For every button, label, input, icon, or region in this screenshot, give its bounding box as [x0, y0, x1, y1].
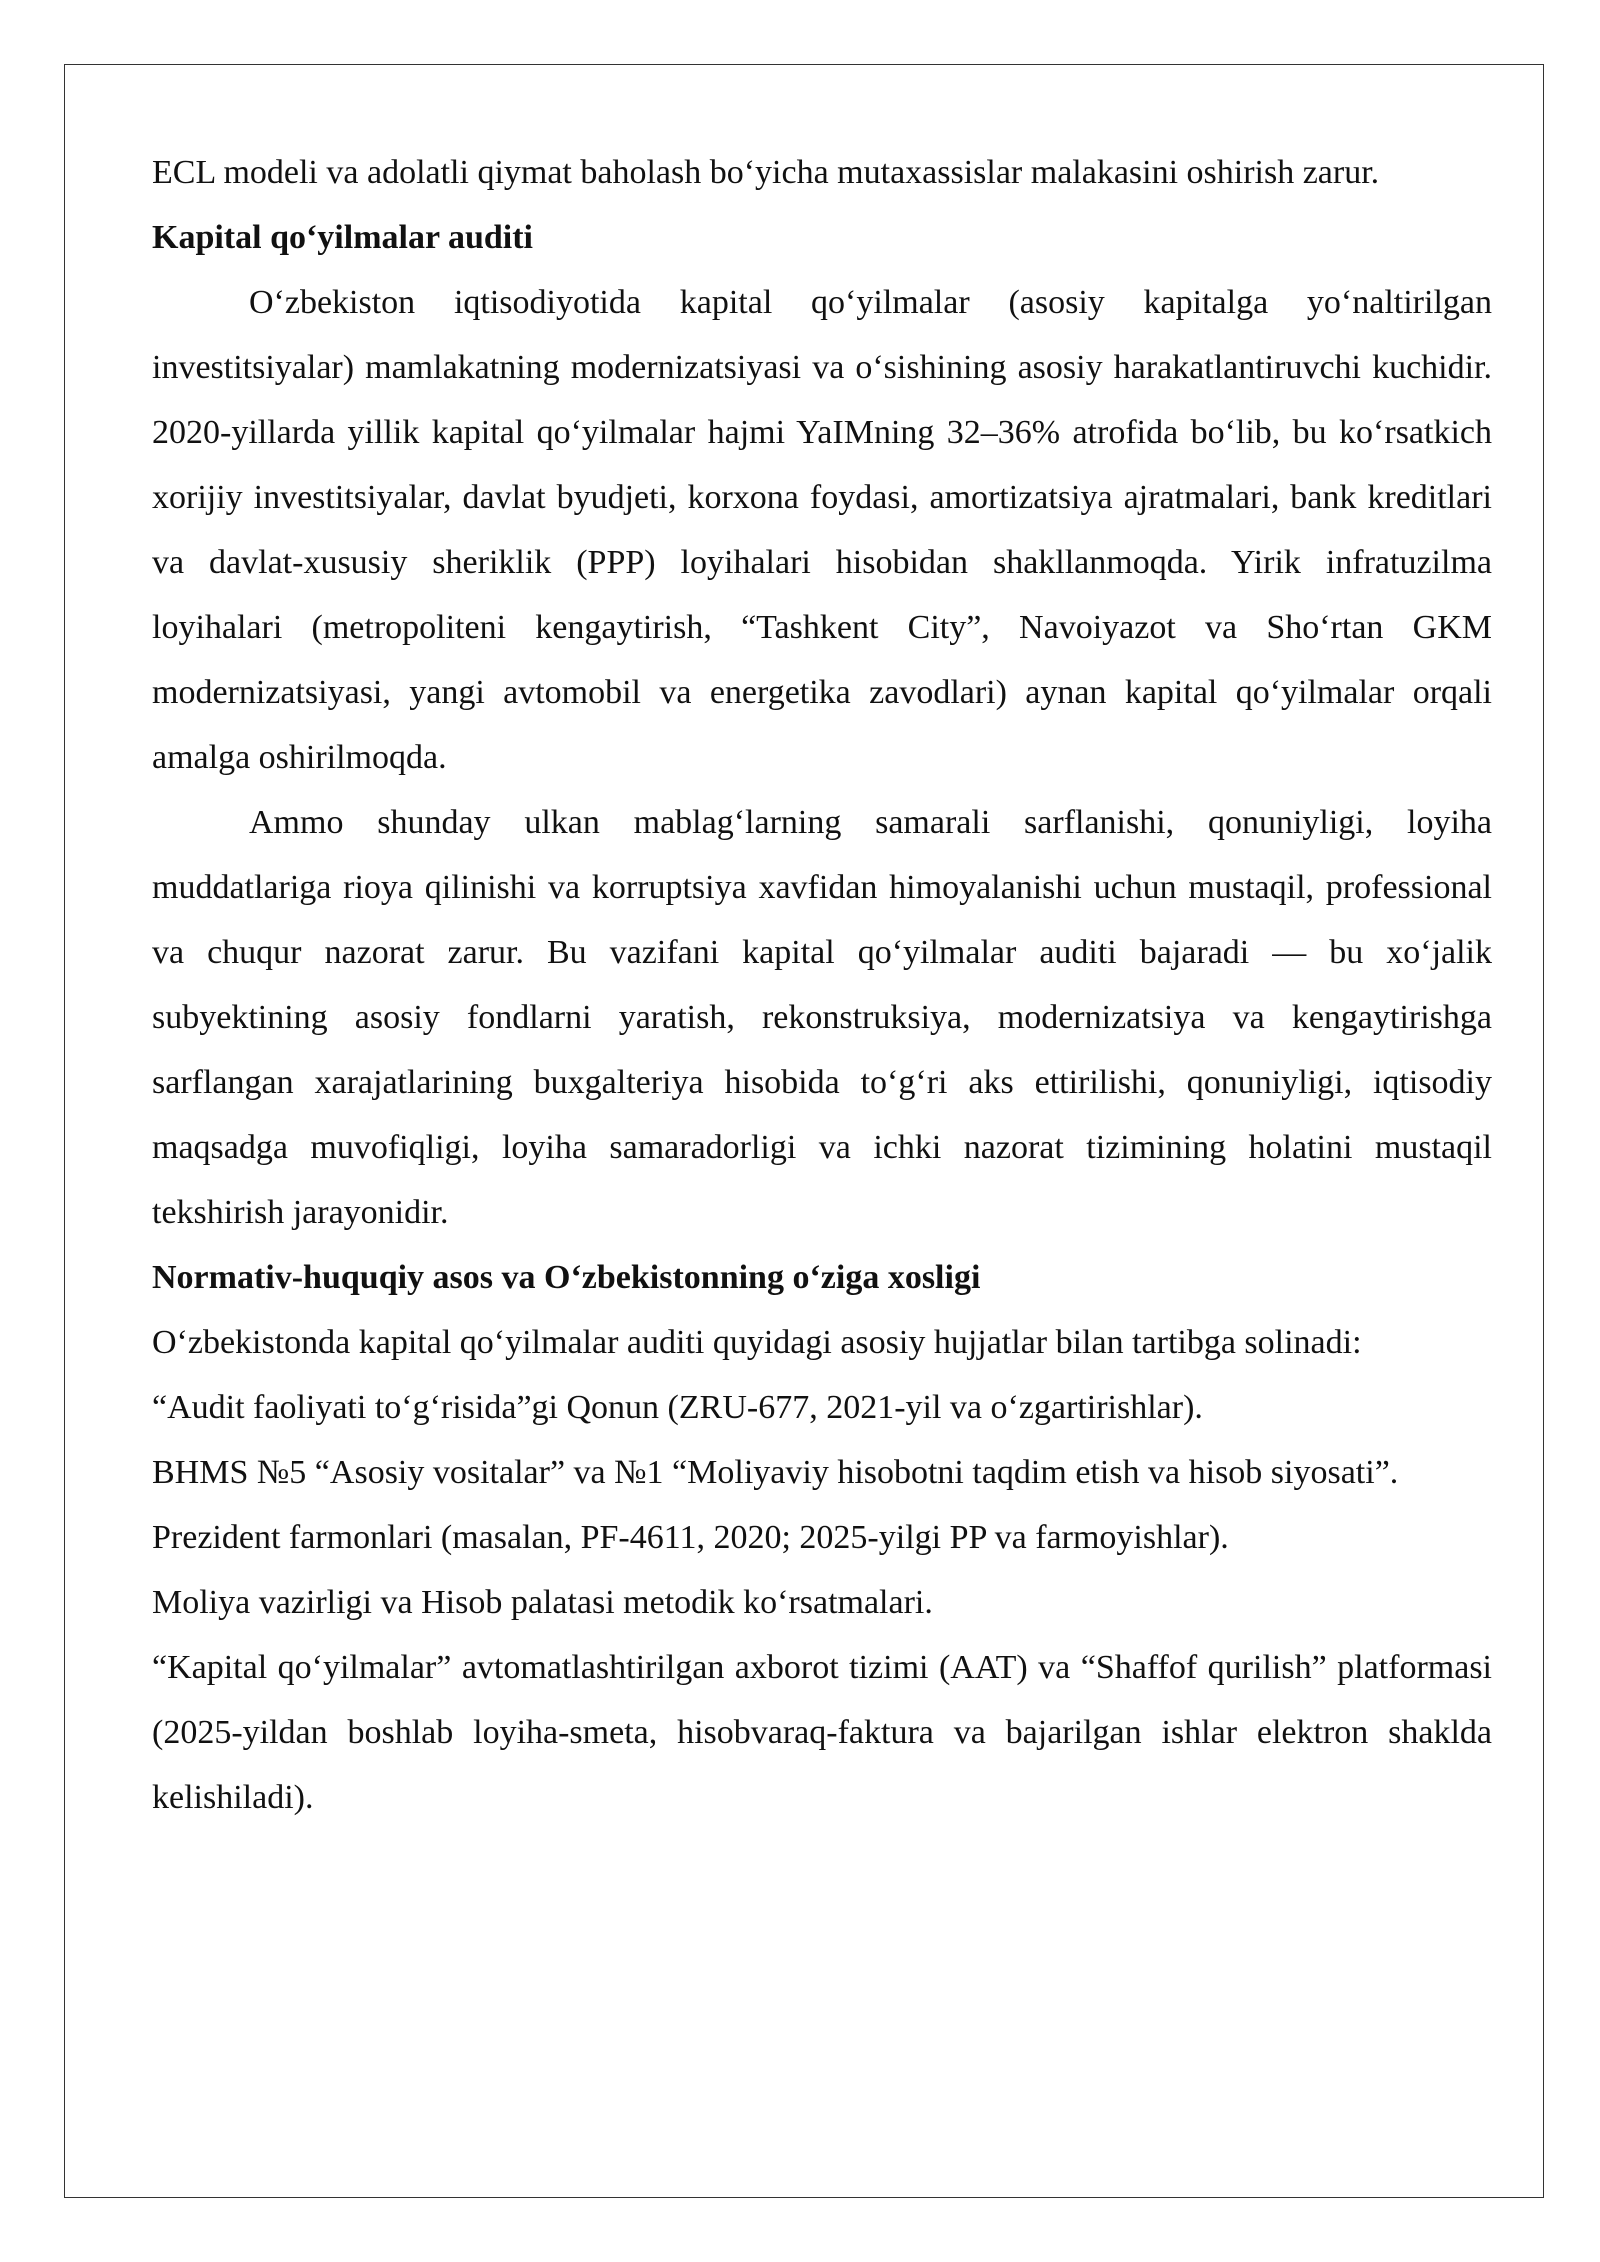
section-heading-capital-investment-audit: Kapital qo‘yilmalar auditi	[152, 219, 533, 256]
list-item: Moliya vazirligi va Hisob palatasi metodik ko‘rsatmalari.	[152, 1584, 933, 1621]
document-body	[152, 140, 1492, 1830]
paragraph: O‘zbekiston iqtisodiyotida kapital qo‘yilmalar (asosiy kapitalga yo‘naltirilgan investitsiyalar) mamlakatning modernizatsiyasi va o‘sishining asosiy harakatlantiruvchi kuchidir. 2020-yillarda yillik kapital qo‘yilmalar hajmi YaIMning 32–36% atrofida bo‘lib, bu ko‘rsatkich xorijiy investitsiyalar, davlat byudjeti, korxona foydasi, amortizatsiya ajratmalari, bank kreditlari va davlat-xususiy sheriklik (PPP) loyihalari hisobidan shakllanmoqda. Yirik infratuzilma loyihalari (metropoliteni kengaytirish, “Tashkent City”, Navoiyazot va Sho‘rtan GKM modernizatsiyasi, yangi avtomobil va energetika zavodlari) aynan kapital qo‘yilmalar orqali amalga oshirilmoqda.	[152, 284, 1492, 776]
list-item: BHMS №5 “Asosiy vositalar” va №1 “Moliyaviy hisobotni taqdim etish va hisob siyosati”.	[152, 1454, 1399, 1491]
list-item: Prezident farmonlari (masalan, PF-4611, 2020; 2025-yilgi PP va farmoyishlar).	[152, 1519, 1229, 1556]
list-item: “Kapital qo‘yilmalar” avtomatlashtirilgan axborot tizimi (AAT) va “Shaffof qurilish” platformasi (2025-yildan boshlab loyiha-smeta, hisobvaraq-faktura va bajarilgan ishlar elektron shaklda kelishiladi).	[152, 1649, 1492, 1816]
section-heading-legal-basis: Normativ-huquqiy asos va O‘zbekistonning o‘ziga xosligi	[152, 1259, 981, 1296]
paragraph: Ammo shunday ulkan mablag‘larning samarali sarflanishi, qonuniyligi, loyiha muddatlariga rioya qilinishi va korruptsiya xavfidan himoyalanishi uchun mustaqil, professional va chuqur nazorat zarur. Bu vazifani kapital qo‘yilmalar auditi bajaradi — bu xo‘jalik subyektining asosiy fondlarni yaratish, rekonstruksiya, modernizatsiya va kengaytirishga sarflangan xarajatlarining buxgalteriya hisobida to‘g‘ri aks ettirilishi, qonuniyligi, iqtisodiy maqsadga muvofiqligi, loyiha samaradorligi va ichki nazorat tizimining holatini mustaqil tekshirish jarayonidir.	[152, 804, 1492, 1231]
paragraph: O‘zbekistonda kapital qo‘yilmalar auditi quyidagi asosiy hujjatlar bilan tartibga solinadi:	[152, 1324, 1362, 1361]
intro-paragraph: ECL modeli va adolatli qiymat baholash bo‘yicha mutaxassislar malakasini oshirish zarur.	[152, 154, 1380, 191]
list-item: “Audit faoliyati to‘g‘risida”gi Qonun (ZRU-677, 2021-yil va o‘zgartirishlar).	[152, 1389, 1203, 1426]
